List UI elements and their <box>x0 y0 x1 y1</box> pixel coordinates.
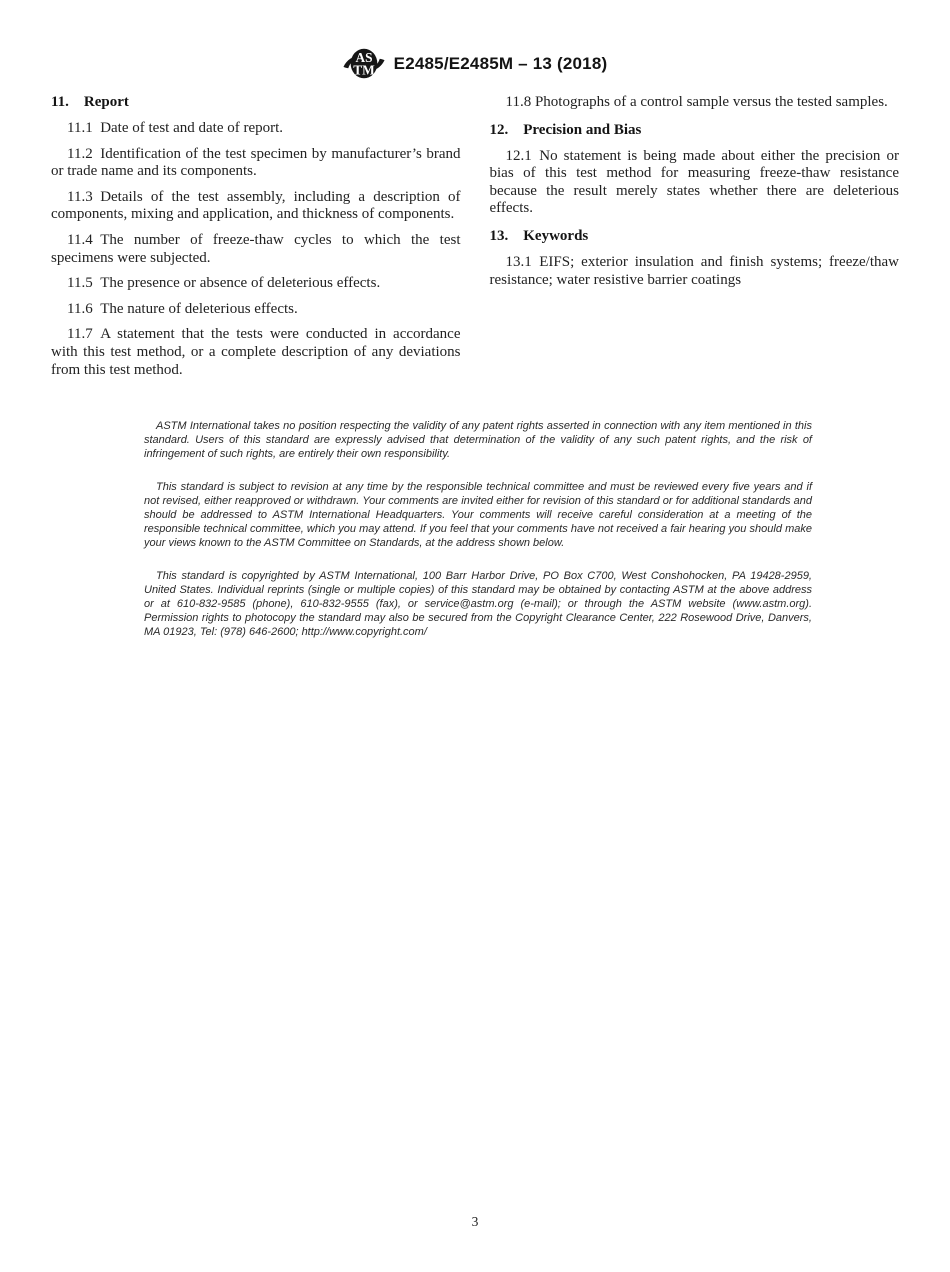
two-column-body <box>51 94 899 387</box>
para-11-4: 11.4 The number of freeze-thaw cycles to which the test specimens were subjected. <box>51 231 461 266</box>
section-11-heading: 11. Report <box>51 94 129 110</box>
right-column <box>490 94 900 387</box>
para-11-5: 11.5 The presence or absence of deleterious effects. <box>67 275 381 292</box>
boilerplate-notes <box>144 420 812 659</box>
standard-designation: E2485/E2485M – 13 (2018) <box>393 53 608 73</box>
para-11-2: 11.2 Identification of the test specimen by manufacturer’s brand or trade name and its components. <box>51 145 461 180</box>
patent-disclaimer-note: ASTM International takes no position respecting the validity of any patent rights asserted in connection with any item mentioned in this standard. Users of this standard are expressly advised that determination of the validity of any such patent rights, and the risk of infringement of such rights, are entirely their own responsibility. <box>144 420 812 460</box>
para-11-3: 11.3 Details of the test assembly, including a description of components, mixing and application, and thickness of components. <box>51 188 461 223</box>
section-13-heading: 13. Keywords <box>489 227 589 244</box>
para-11-1: 11.1 Date of test and date of report. <box>67 120 284 136</box>
left-column <box>51 94 461 387</box>
revision-policy-note: This standard is subject to revision at any time by the responsible technical committee and must be reviewed every five years and if not revised, either reapproved or withdrawn. Your comments are invited either for revision of this standard or for additional standards and should be addressed to ASTM International Headquarters. Your comments will receive careful consideration at a meeting of the responsible technical committee, which you may attend. If you feel that your comments have not received a fair hearing you should make your views known to the ASTM Committee on Standards, at the address shown below. <box>144 481 812 549</box>
page-header <box>0 44 950 83</box>
svg-text:TM: TM <box>352 62 375 78</box>
svg-text:AS: AS <box>355 50 373 66</box>
page-number: 3 <box>471 1214 479 1229</box>
para-13-1: 13.1 EIFS; exterior insulation and finish systems; freeze/thaw resistance; water resistive barrier coatings <box>489 253 899 288</box>
para-11-7: 11.7 A statement that the tests were conducted in accordance with this test method, or a complete description of any deviations from this test method. <box>51 326 461 378</box>
copyright-note: This standard is copyrighted by ASTM International, 100 Barr Harbor Drive, PO Box C700, West Conshohocken, PA 19428-2959, United States. Individual reprints (single or multiple copies) of this standard may be obtained by contacting ASTM at the above address or at 610-832-9585 (phone), 610-832-9555 (fax), or service@astm.org (e-mail); or through the ASTM website (www.astm.org). Permission rights to photocopy the standard may also be secured from the Copyright Clearance Center, 222 Rosewood Drive, Danvers, MA 01923, Tel: (978) 646-2600; http://www.copyright.com/ <box>144 570 812 638</box>
para-11-8: 11.8 Photographs of a control sample versus the tested samples. <box>505 94 888 110</box>
para-12-1: 12.1 No statement is being made about either the precision or bias of this test method for measuring freeze-thaw resistance because the result merely states whether there are deleterious effects. <box>489 147 899 217</box>
para-11-6: 11.6 The nature of deleterious effects. <box>67 300 298 317</box>
astm-logo-icon <box>343 44 385 83</box>
section-12-heading: 12. Precision and Bias <box>489 121 642 138</box>
